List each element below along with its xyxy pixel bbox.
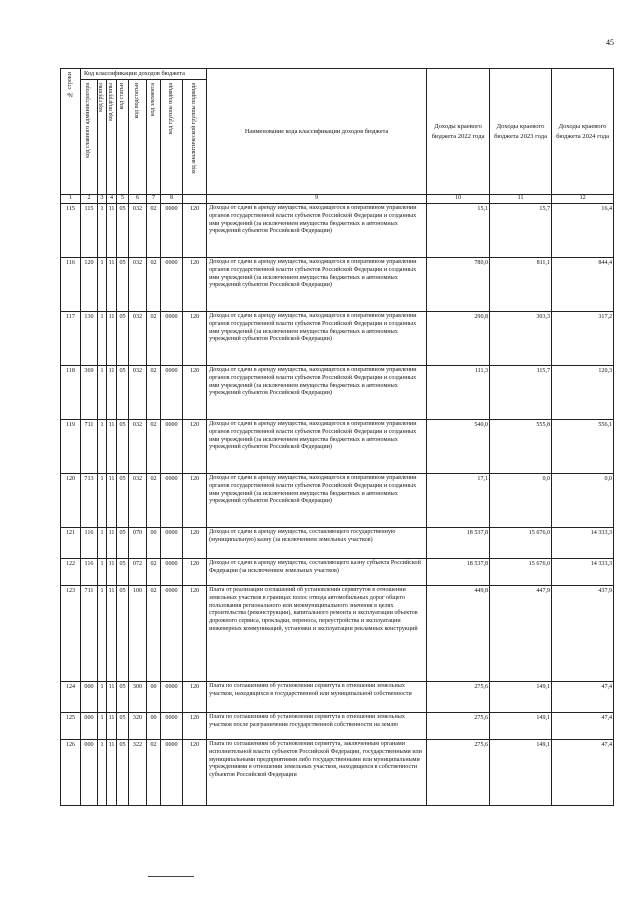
subarticle-code-cell: 300 <box>129 682 147 713</box>
revenue-2024-cell: 14 333,3 <box>552 528 614 559</box>
footer-divider <box>148 876 194 877</box>
income-name-cell: Доходы от сдачи в аренду имущества, находящегося в оперативном управлении органов государственной власти субъектов Российской Федерации и созданных ими учреждений (за исключением имущества бюджетных и автономных учреждений субъектов Российской Федерации) <box>207 258 427 312</box>
admin-code-cell: 000 <box>81 682 98 713</box>
revenue-2023-cell: 15,7 <box>490 204 552 258</box>
revenue-2024-cell: 317,2 <box>552 312 614 366</box>
subgroup-code-cell: 11 <box>107 366 117 420</box>
article-code-cell: 05 <box>117 366 129 420</box>
analytic-code-cell: 120 <box>183 586 207 682</box>
admin-code-cell: 115 <box>81 204 98 258</box>
article-code-cell: 05 <box>117 713 129 740</box>
row-number-cell: 116 <box>61 258 81 312</box>
revenue-2024-cell: 47,4 <box>552 740 614 806</box>
revenue-2022-cell: 290,8 <box>427 312 490 366</box>
subtype-code-cell: 0000 <box>161 204 183 258</box>
row-number-cell: 121 <box>61 528 81 559</box>
analytic-code-cell: 120 <box>183 312 207 366</box>
subarticle-code-cell: 032 <box>129 474 147 528</box>
row-number-cell: 119 <box>61 420 81 474</box>
subarticle-code-cell: 032 <box>129 312 147 366</box>
column-number: 2 <box>81 195 98 204</box>
article-code-cell: 05 <box>117 420 129 474</box>
row-number-cell: 117 <box>61 312 81 366</box>
subarticle-code-cell: 032 <box>129 366 147 420</box>
admin-code-cell: 711 <box>81 586 98 682</box>
revenue-2023-cell: 0,0 <box>490 474 552 528</box>
header-code-subarticle: код подстатьи <box>129 80 147 195</box>
subtype-code-cell: 0000 <box>161 682 183 713</box>
subarticle-code-cell: 322 <box>129 740 147 806</box>
income-name-cell: Доходы от сдачи в аренду имущества, находящегося в оперативном управлении органов государственной власти субъектов Российской Федерации и созданных ими учреждений (за исключением имущества бюджетных и автономных учреждений субъектов Российской Федерации) <box>207 474 427 528</box>
admin-code-cell: 116 <box>81 528 98 559</box>
header-row-top <box>61 69 614 80</box>
revenue-2022-cell: 540,0 <box>427 420 490 474</box>
table-row <box>61 474 614 528</box>
group-code-cell: 1 <box>98 682 107 713</box>
group-code-cell: 1 <box>98 740 107 806</box>
subtype-code-cell: 0000 <box>161 559 183 586</box>
admin-code-cell: 711 <box>81 420 98 474</box>
table-row <box>61 258 614 312</box>
income-name-cell: Доходы от сдачи в аренду имущества, составляющего казну субъекта Российской Федерации (за исключением земельных участков) <box>207 559 427 586</box>
revenue-2023-cell: 811,1 <box>490 258 552 312</box>
revenue-2024-cell: 14 333,3 <box>552 559 614 586</box>
income-name-cell: Доходы от сдачи в аренду имущества, составляющего государственную (муниципальную) казну (за исключением земельных участков) <box>207 528 427 559</box>
subtype-code-cell: 0000 <box>161 258 183 312</box>
column-number: 9 <box>207 195 427 204</box>
subarticle-code-cell: 032 <box>129 420 147 474</box>
income-name-cell: Доходы от сдачи в аренду имущества, находящегося в оперативном управлении органов государственной власти субъектов Российской Федерации и созданных ими учреждений (за исключением имущества бюджетных и автономных учреждений субъектов Российской Федерации) <box>207 204 427 258</box>
header-code-article: код статьи <box>117 80 129 195</box>
analytic-code-cell: 120 <box>183 559 207 586</box>
article-code-cell: 05 <box>117 740 129 806</box>
table-row <box>61 528 614 559</box>
subgroup-code-cell: 11 <box>107 559 117 586</box>
article-code-cell: 05 <box>117 312 129 366</box>
table-row <box>61 586 614 682</box>
subgroup-code-cell: 11 <box>107 204 117 258</box>
page-number: 45 <box>606 38 614 47</box>
article-code-cell: 05 <box>117 586 129 682</box>
subtype-code-cell: 0000 <box>161 586 183 682</box>
table-row <box>61 559 614 586</box>
subgroup-code-cell: 11 <box>107 420 117 474</box>
revenue-2022-cell: 15,1 <box>427 204 490 258</box>
admin-code-cell: 000 <box>81 740 98 806</box>
subgroup-code-cell: 11 <box>107 586 117 682</box>
revenue-2024-cell: 0,0 <box>552 474 614 528</box>
revenue-2024-cell: 47,4 <box>552 682 614 713</box>
row-number-cell: 126 <box>61 740 81 806</box>
table-row <box>61 366 614 420</box>
group-code-cell: 1 <box>98 258 107 312</box>
group-code-cell: 1 <box>98 366 107 420</box>
header-year-2023: Доходы краевого бюджета 2023 года <box>490 69 552 195</box>
table-body <box>61 204 614 806</box>
subgroup-code-cell: 11 <box>107 740 117 806</box>
element-code-cell: 02 <box>147 740 161 806</box>
table-row <box>61 312 614 366</box>
analytic-code-cell: 120 <box>183 713 207 740</box>
subtype-code-cell: 0000 <box>161 312 183 366</box>
article-code-cell: 05 <box>117 559 129 586</box>
admin-code-cell: 130 <box>81 312 98 366</box>
group-code-cell: 1 <box>98 528 107 559</box>
income-name-cell: Плата по соглашениям об установлении сервитута в отношении земельных участков после разграничения государственной собственности на землю <box>207 713 427 740</box>
element-code-cell: 02 <box>147 420 161 474</box>
article-code-cell: 05 <box>117 204 129 258</box>
revenue-2024-cell: 556,1 <box>552 420 614 474</box>
subtype-code-cell: 0000 <box>161 366 183 420</box>
revenue-2024-cell: 120,3 <box>552 366 614 420</box>
revenue-2023-cell: 149,1 <box>490 713 552 740</box>
row-number-cell: 115 <box>61 204 81 258</box>
income-name-cell: Плата от реализации соглашений об установлении сервитутов в отношении земельных участков в границах полос отвода автомобильных дорог общего пользования регионального или межмуниципального значения в целях строительства (реконструкции), капитального ремонта и эксплуатации объектов дорожного сервиса, прокладки, переноса, переустройства и эксплуатации инженерных коммуникаций, установки и эксплуатации рекламных конструкций <box>207 586 427 682</box>
column-number: 8 <box>161 195 183 204</box>
revenue-2023-cell: 149,1 <box>490 682 552 713</box>
table-row <box>61 740 614 806</box>
column-number: 6 <box>129 195 147 204</box>
revenue-2023-cell: 303,3 <box>490 312 552 366</box>
admin-code-cell: 369 <box>81 366 98 420</box>
header-classification-group: Код классификации доходов бюджета <box>81 69 207 80</box>
subarticle-code-cell: 100 <box>129 586 147 682</box>
header-row-number: № строки <box>61 69 81 195</box>
row-number-cell: 118 <box>61 366 81 420</box>
header-code-subtype: код группы подвида <box>161 80 183 195</box>
income-name-cell: Плата по соглашениям об установлении сервитута, заключенным органами исполнительной власти субъектов Российской Федерации, государственными или муниципальными предприятиями либо государственными или муниципальными учреждениями в отношении земельных участков, находящихся в собственности субъектов Российской Федерации <box>207 740 427 806</box>
income-name-cell: Доходы от сдачи в аренду имущества, находящегося в оперативном управлении органов государственной власти субъектов Российской Федерации и созданных ими учреждений (за исключением имущества бюджетных и автономных учреждений субъектов Российской Федерации) <box>207 420 427 474</box>
subgroup-code-cell: 11 <box>107 258 117 312</box>
analytic-code-cell: 120 <box>183 204 207 258</box>
revenue-2024-cell: 844,4 <box>552 258 614 312</box>
subgroup-code-cell: 11 <box>107 474 117 528</box>
revenue-2023-cell: 149,1 <box>490 740 552 806</box>
article-code-cell: 05 <box>117 528 129 559</box>
element-code-cell: 02 <box>147 586 161 682</box>
column-number: 5 <box>117 195 129 204</box>
row-number-cell: 124 <box>61 682 81 713</box>
revenue-2022-cell: 17,1 <box>427 474 490 528</box>
revenue-2022-cell: 449,8 <box>427 586 490 682</box>
header-year-2024: Доходы краевого бюджета 2024 года <box>552 69 614 195</box>
analytic-code-cell: 120 <box>183 740 207 806</box>
table-row <box>61 204 614 258</box>
row-number-cell: 120 <box>61 474 81 528</box>
subarticle-code-cell: 070 <box>129 528 147 559</box>
revenue-2024-cell: 437,9 <box>552 586 614 682</box>
subtype-code-cell: 0000 <box>161 420 183 474</box>
element-code-cell: 02 <box>147 204 161 258</box>
column-number: 4 <box>107 195 117 204</box>
revenue-2024-cell: 16,4 <box>552 204 614 258</box>
subgroup-code-cell: 11 <box>107 312 117 366</box>
subarticle-code-cell: 032 <box>129 204 147 258</box>
column-number: 10 <box>427 195 490 204</box>
header-code-group: код группы <box>98 80 107 195</box>
group-code-cell: 1 <box>98 586 107 682</box>
revenue-2022-cell: 275,6 <box>427 713 490 740</box>
revenue-2023-cell: 555,8 <box>490 420 552 474</box>
admin-code-cell: 713 <box>81 474 98 528</box>
analytic-code-cell: 120 <box>183 258 207 312</box>
revenue-2023-cell: 15 676,0 <box>490 559 552 586</box>
element-code-cell: 02 <box>147 559 161 586</box>
row-number-cell: 125 <box>61 713 81 740</box>
group-code-cell: 1 <box>98 559 107 586</box>
subgroup-code-cell: 11 <box>107 682 117 713</box>
table-row <box>61 713 614 740</box>
header-year-2022: Доходы краевого бюджета 2022 года <box>427 69 490 195</box>
header-code-element: код элемента <box>147 80 161 195</box>
article-code-cell: 05 <box>117 258 129 312</box>
header-name: Наименование кода классификации доходов бюджета <box>207 69 427 195</box>
element-code-cell: 02 <box>147 366 161 420</box>
column-number: 1 <box>61 195 81 204</box>
header-code-subgroup: код подгруппы <box>107 80 117 195</box>
revenue-2023-cell: 15 676,0 <box>490 528 552 559</box>
subarticle-code-cell: 072 <box>129 559 147 586</box>
header-code-analytic: код аналитической группы подвида <box>183 80 207 195</box>
table-row <box>61 682 614 713</box>
budget-revenue-table <box>60 68 614 806</box>
revenue-2022-cell: 275,6 <box>427 740 490 806</box>
subgroup-code-cell: 11 <box>107 713 117 740</box>
row-number-cell: 123 <box>61 586 81 682</box>
table-row <box>61 420 614 474</box>
revenue-2022-cell: 275,6 <box>427 682 490 713</box>
column-number: 7 <box>147 195 161 204</box>
admin-code-cell: 116 <box>81 559 98 586</box>
subtype-code-cell: 0000 <box>161 713 183 740</box>
analytic-code-cell: 120 <box>183 366 207 420</box>
revenue-2023-cell: 447,9 <box>490 586 552 682</box>
article-code-cell: 05 <box>117 474 129 528</box>
column-number-row <box>61 195 614 204</box>
subtype-code-cell: 0000 <box>161 740 183 806</box>
income-name-cell: Доходы от сдачи в аренду имущества, находящегося в оперативном управлении органов государственной власти субъектов Российской Федерации и созданных ими учреждений (за исключением имущества бюджетных и автономных учреждений субъектов Российской Федерации) <box>207 312 427 366</box>
admin-code-cell: 120 <box>81 258 98 312</box>
revenue-2023-cell: 115,7 <box>490 366 552 420</box>
element-code-cell: 02 <box>147 474 161 528</box>
revenue-2024-cell: 47,4 <box>552 713 614 740</box>
group-code-cell: 1 <box>98 713 107 740</box>
group-code-cell: 1 <box>98 474 107 528</box>
group-code-cell: 1 <box>98 420 107 474</box>
subtype-code-cell: 0000 <box>161 528 183 559</box>
element-code-cell: 00 <box>147 713 161 740</box>
column-number: 12 <box>552 195 614 204</box>
revenue-2022-cell: 111,3 <box>427 366 490 420</box>
subtype-code-cell: 0000 <box>161 474 183 528</box>
column-number: 11 <box>490 195 552 204</box>
subarticle-code-cell: 320 <box>129 713 147 740</box>
column-number: 3 <box>98 195 107 204</box>
revenue-2022-cell: 18 537,8 <box>427 528 490 559</box>
subarticle-code-cell: 032 <box>129 258 147 312</box>
admin-code-cell: 000 <box>81 713 98 740</box>
element-code-cell: 00 <box>147 682 161 713</box>
element-code-cell: 02 <box>147 258 161 312</box>
revenue-2022-cell: 780,0 <box>427 258 490 312</box>
article-code-cell: 05 <box>117 682 129 713</box>
subgroup-code-cell: 11 <box>107 528 117 559</box>
row-number-cell: 122 <box>61 559 81 586</box>
group-code-cell: 1 <box>98 312 107 366</box>
header-code-admin: код главного администратора <box>81 80 98 195</box>
income-name-cell: Доходы от сдачи в аренду имущества, находящегося в оперативном управлении органов государственной власти субъектов Российской Федерации и созданных ими учреждений (за исключением имущества бюджетных и автономных учреждений субъектов Российской Федерации) <box>207 366 427 420</box>
analytic-code-cell: 120 <box>183 474 207 528</box>
analytic-code-cell: 120 <box>183 420 207 474</box>
element-code-cell: 02 <box>147 312 161 366</box>
revenue-2022-cell: 18 537,8 <box>427 559 490 586</box>
group-code-cell: 1 <box>98 204 107 258</box>
income-name-cell: Плата по соглашениям об установлении сервитута в отношении земельных участков, находящихся в государственной или муниципальной собственности <box>207 682 427 713</box>
element-code-cell: 00 <box>147 528 161 559</box>
analytic-code-cell: 120 <box>183 528 207 559</box>
analytic-code-cell: 120 <box>183 682 207 713</box>
